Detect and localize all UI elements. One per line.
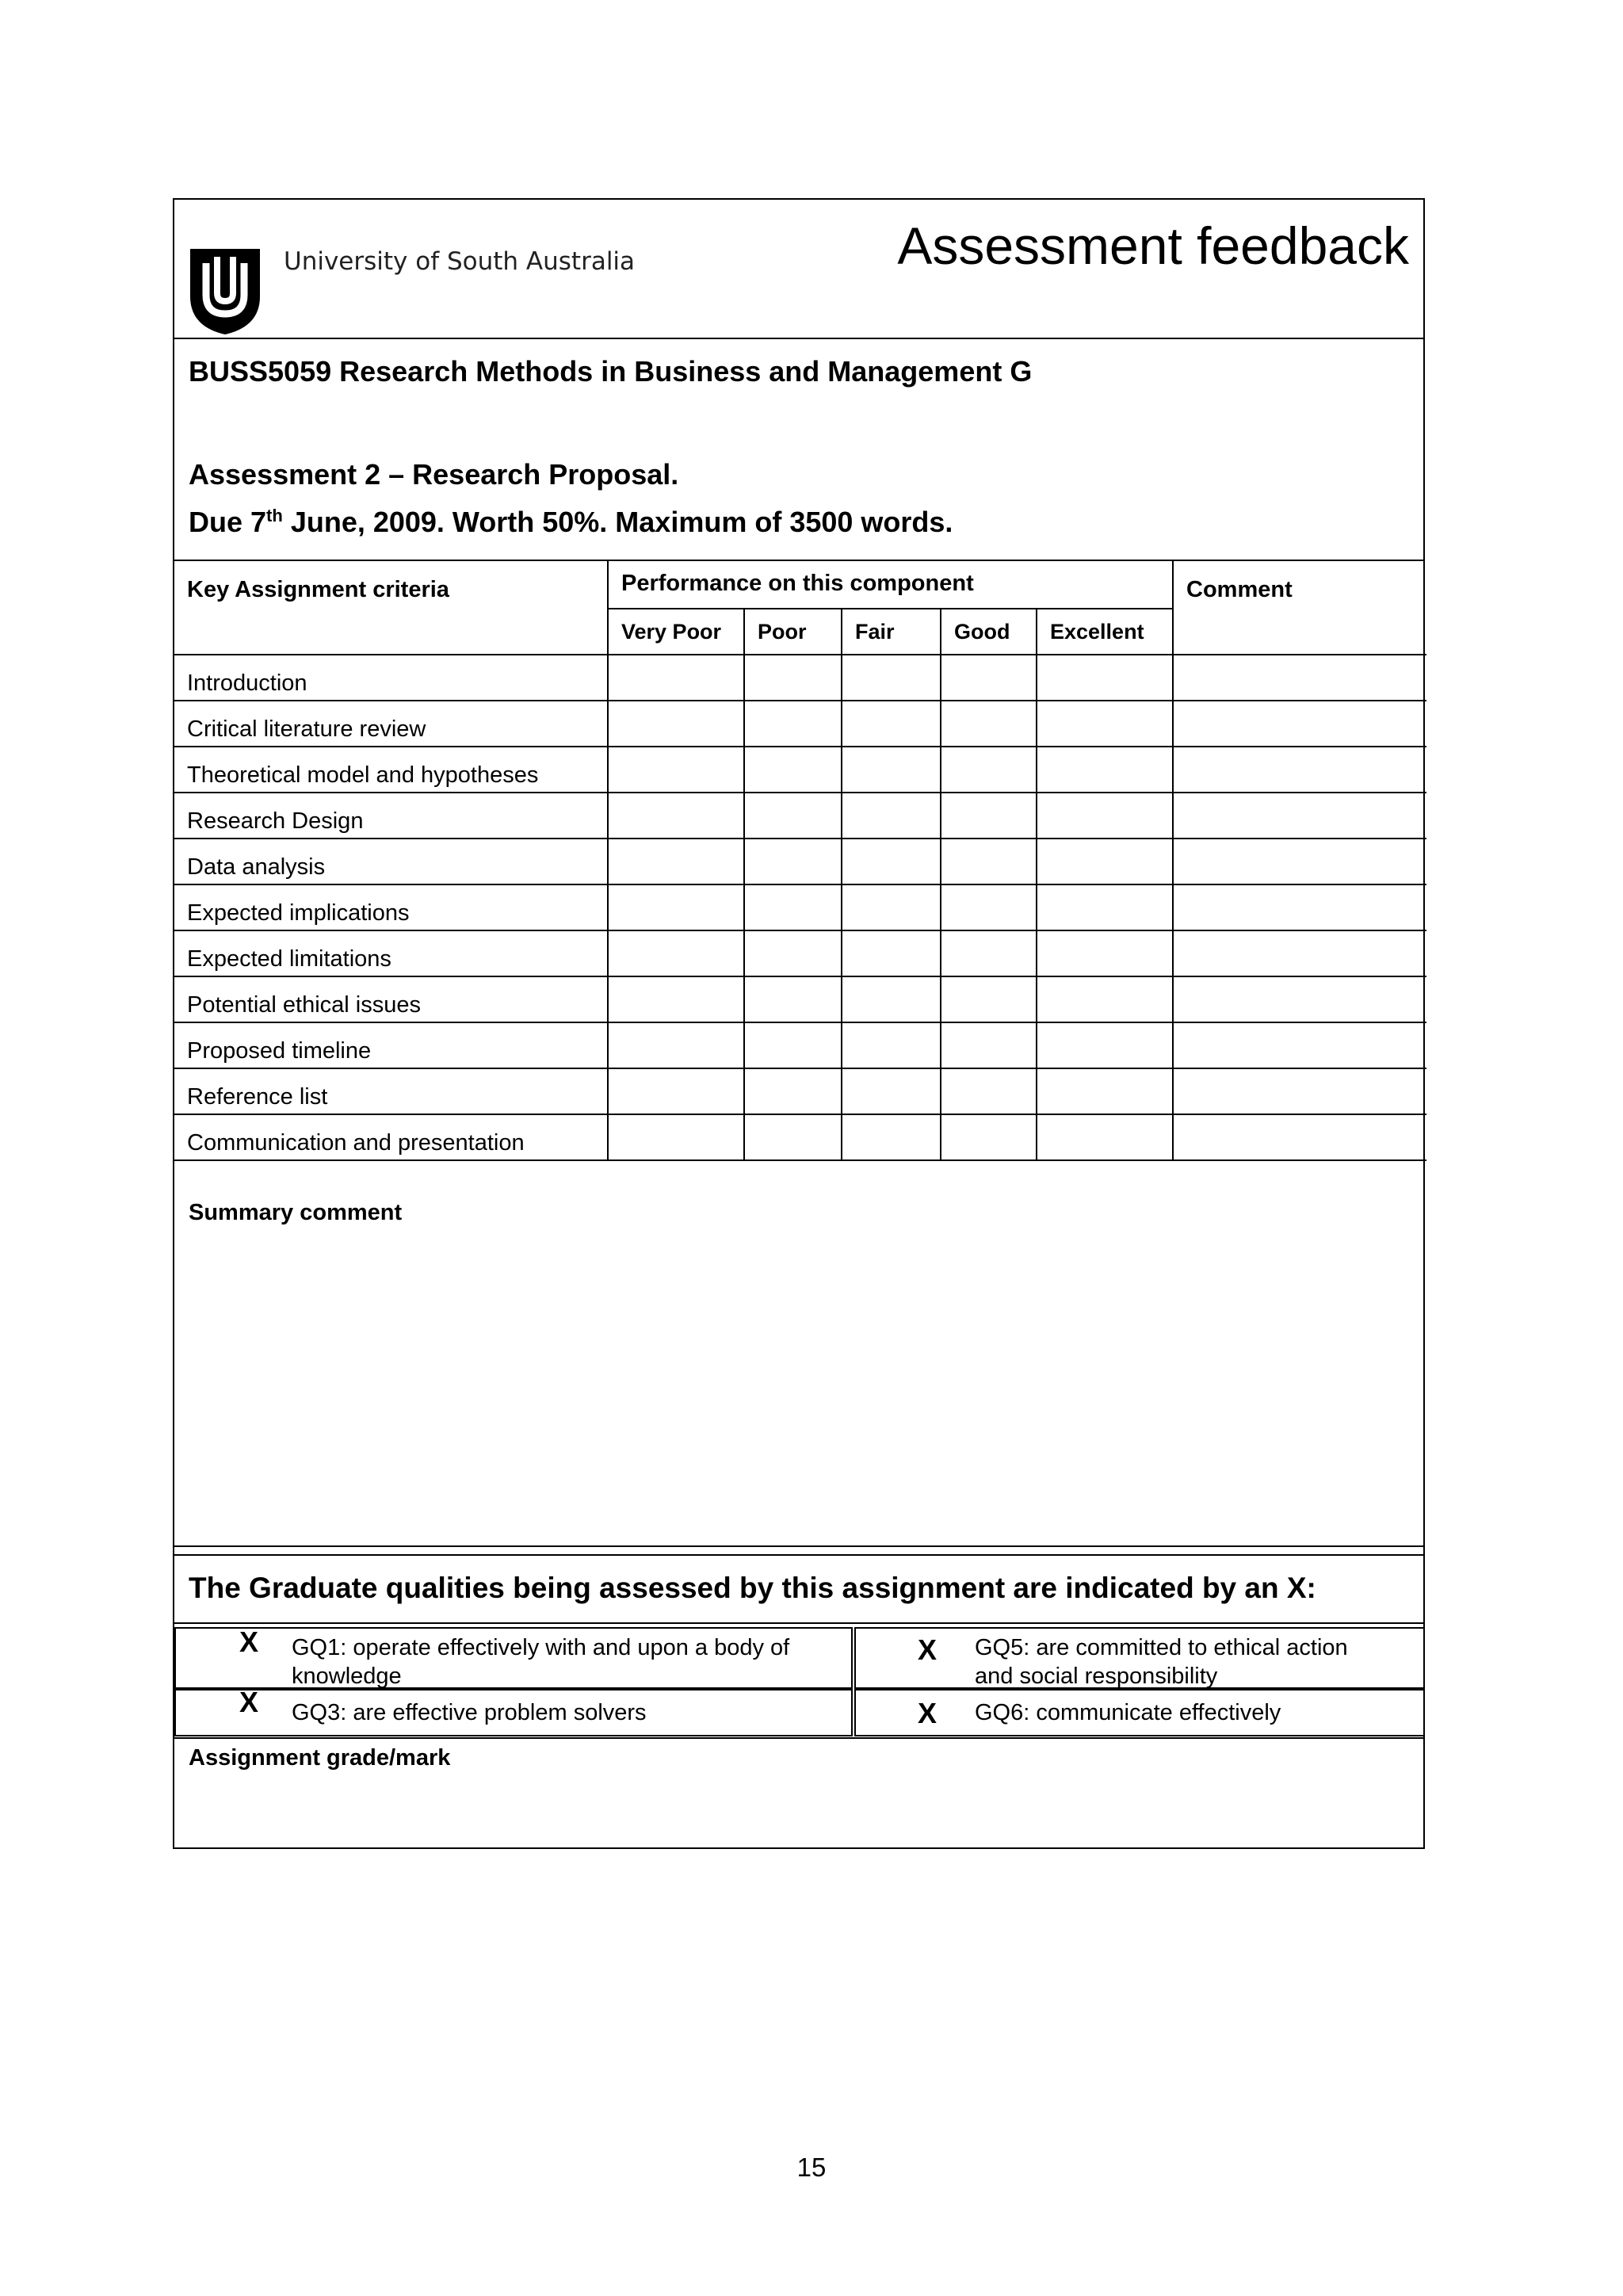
- rating-cell-fair[interactable]: [842, 655, 941, 701]
- criterion-label: Potential ethical issues: [174, 976, 608, 1022]
- rating-cell-fair[interactable]: [842, 793, 941, 839]
- rating-cell-poor[interactable]: [744, 793, 842, 839]
- rating-cell-excellent[interactable]: [1037, 747, 1173, 793]
- rating-cell-very-poor[interactable]: [608, 793, 744, 839]
- gq-text: GQ6: communicate effectively: [975, 1700, 1281, 1725]
- comment-cell[interactable]: [1173, 655, 1426, 701]
- rating-cell-good[interactable]: [941, 1114, 1037, 1160]
- comment-cell[interactable]: [1173, 884, 1426, 930]
- rating-cell-excellent[interactable]: [1037, 1114, 1173, 1160]
- university-shield-logo-icon: [189, 247, 262, 336]
- gq-mark: X: [918, 1633, 938, 1666]
- rating-cell-very-poor[interactable]: [608, 839, 744, 884]
- table-row: [174, 930, 1426, 976]
- graduate-qualities-heading: The Graduate qualities being assessed by this assignment are indicated by an X:: [189, 1572, 1316, 1604]
- rating-cell-good[interactable]: [941, 884, 1037, 930]
- page-number: 15: [796, 2153, 827, 2182]
- rating-cell-good[interactable]: [941, 655, 1037, 701]
- table-row: [174, 884, 1426, 930]
- due-details: Due 7th June, 2009. Worth 50%. Maximum of 3500 words.: [189, 506, 953, 538]
- criterion-label: Expected limitations: [174, 930, 608, 976]
- course-info: [174, 338, 1423, 561]
- rating-cell-excellent[interactable]: [1037, 655, 1173, 701]
- gq-text: GQ5: are committed to ethical action and social responsibility: [975, 1635, 1348, 1689]
- rating-cell-good[interactable]: [941, 930, 1037, 976]
- table-row: [174, 747, 1426, 793]
- comment-cell[interactable]: [1173, 793, 1426, 839]
- criterion-label: Research Design: [174, 793, 608, 839]
- criterion-label: Communication and presentation: [174, 1114, 608, 1160]
- comment-cell[interactable]: [1173, 1022, 1426, 1068]
- graduate-qualities-row: [174, 1684, 1423, 1737]
- assessment-title: Assessment 2 – Research Proposal.: [189, 458, 679, 491]
- rating-cell-poor[interactable]: [744, 701, 842, 747]
- gq-text: GQ3: are effective problem solvers: [292, 1700, 647, 1725]
- rating-cell-poor[interactable]: [744, 655, 842, 701]
- rating-header-good: Good: [941, 609, 1037, 655]
- rating-cell-poor[interactable]: [744, 930, 842, 976]
- criterion-label: Proposed timeline: [174, 1022, 608, 1068]
- rating-cell-fair[interactable]: [842, 884, 941, 930]
- rating-cell-good[interactable]: [941, 793, 1037, 839]
- rating-cell-fair[interactable]: [842, 930, 941, 976]
- form-title: Assessment feedback: [897, 216, 1409, 275]
- rating-header-fair: Fair: [842, 609, 941, 655]
- rating-cell-poor[interactable]: [744, 1022, 842, 1068]
- table-row: [174, 1114, 1426, 1160]
- assignment-grade-label: Assignment grade/mark: [189, 1745, 451, 1771]
- gq-item-gq5: [854, 1627, 1425, 1690]
- rating-cell-poor[interactable]: [744, 1114, 842, 1160]
- graduate-qualities-heading-row: [174, 1554, 1423, 1622]
- rating-cell-very-poor[interactable]: [608, 747, 744, 793]
- assignment-grade-box[interactable]: [174, 1737, 1423, 1849]
- rating-cell-fair[interactable]: [842, 701, 941, 747]
- rating-cell-poor[interactable]: [744, 884, 842, 930]
- rating-cell-fair[interactable]: [842, 839, 941, 884]
- rating-cell-excellent[interactable]: [1037, 976, 1173, 1022]
- gq-item-gq6: [854, 1687, 1425, 1736]
- table-row: [174, 793, 1426, 839]
- summary-comment-label: Summary comment: [189, 1200, 403, 1225]
- course-name: BUSS5059 Research Methods in Business and Management G: [189, 355, 1033, 388]
- rating-cell-excellent[interactable]: [1037, 793, 1173, 839]
- criterion-label: Critical literature review: [174, 701, 608, 747]
- rating-cell-excellent[interactable]: [1037, 1022, 1173, 1068]
- table-row: [174, 976, 1426, 1022]
- rating-cell-good[interactable]: [941, 1068, 1037, 1114]
- comment-cell[interactable]: [1173, 747, 1426, 793]
- rating-cell-good[interactable]: [941, 976, 1037, 1022]
- gq-mark: X: [239, 1686, 259, 1718]
- comment-cell[interactable]: [1173, 1114, 1426, 1160]
- rating-cell-very-poor[interactable]: [608, 930, 744, 976]
- rating-cell-fair[interactable]: [842, 747, 941, 793]
- rating-cell-fair[interactable]: [842, 976, 941, 1022]
- rating-cell-excellent[interactable]: [1037, 839, 1173, 884]
- table-row: [174, 839, 1426, 884]
- form-header: [174, 200, 1423, 339]
- rating-header-very-poor: Very Poor: [608, 609, 744, 655]
- criterion-label: Expected implications: [174, 884, 608, 930]
- rating-cell-poor[interactable]: [744, 839, 842, 884]
- gq-mark: X: [918, 1697, 938, 1729]
- criterion-label: Theoretical model and hypotheses: [174, 747, 608, 793]
- rating-cell-poor[interactable]: [744, 747, 842, 793]
- comment-cell[interactable]: [1173, 930, 1426, 976]
- rating-cell-very-poor[interactable]: [608, 976, 744, 1022]
- summary-comment-box[interactable]: [174, 1186, 1423, 1547]
- gq-mark: X: [239, 1626, 259, 1658]
- rating-cell-very-poor[interactable]: [608, 1068, 744, 1114]
- rating-cell-poor[interactable]: [744, 1068, 842, 1114]
- rating-cell-very-poor[interactable]: [608, 1114, 744, 1160]
- criteria-column-header: Key Assignment criteria: [174, 560, 608, 655]
- rating-cell-very-poor[interactable]: [608, 701, 744, 747]
- criterion-label: Data analysis: [174, 839, 608, 884]
- criteria-table: [174, 560, 1426, 1161]
- rating-cell-fair[interactable]: [842, 1114, 941, 1160]
- rating-cell-excellent[interactable]: [1037, 930, 1173, 976]
- table-row: [174, 655, 1426, 701]
- criterion-label: Reference list: [174, 1068, 608, 1114]
- rating-cell-excellent[interactable]: [1037, 701, 1173, 747]
- comment-cell[interactable]: [1173, 1068, 1426, 1114]
- table-row: [174, 1068, 1426, 1114]
- gq-item-gq3: [174, 1687, 853, 1736]
- rating-cell-excellent[interactable]: [1037, 884, 1173, 930]
- rating-cell-fair[interactable]: [842, 1068, 941, 1114]
- rating-cell-good[interactable]: [941, 839, 1037, 884]
- comment-cell[interactable]: [1173, 976, 1426, 1022]
- rating-cell-good[interactable]: [941, 1022, 1037, 1068]
- university-name: University of South Australia: [284, 247, 636, 276]
- comment-column-header: Comment: [1173, 560, 1426, 655]
- rating-cell-fair[interactable]: [842, 1022, 941, 1068]
- comment-cell[interactable]: [1173, 701, 1426, 747]
- rating-cell-very-poor[interactable]: [608, 1022, 744, 1068]
- rating-cell-poor[interactable]: [744, 976, 842, 1022]
- comment-cell[interactable]: [1173, 839, 1426, 884]
- assessment-feedback-form: [173, 198, 1425, 1849]
- rating-header-poor: Poor: [744, 609, 842, 655]
- table-row: [174, 1022, 1426, 1068]
- rating-cell-very-poor[interactable]: [608, 655, 744, 701]
- gq-text: GQ1: operate effectively with and upon a body of knowledge: [292, 1635, 790, 1689]
- graduate-qualities-row: [174, 1622, 1423, 1694]
- criterion-label: Introduction: [174, 655, 608, 701]
- table-row: [174, 701, 1426, 747]
- rating-cell-very-poor[interactable]: [608, 884, 744, 930]
- rating-header-excellent: Excellent: [1037, 609, 1173, 655]
- performance-column-header: Performance on this component: [608, 560, 1173, 609]
- rating-cell-good[interactable]: [941, 701, 1037, 747]
- gq-item-gq1: [174, 1627, 853, 1690]
- rating-cell-good[interactable]: [941, 747, 1037, 793]
- rating-cell-excellent[interactable]: [1037, 1068, 1173, 1114]
